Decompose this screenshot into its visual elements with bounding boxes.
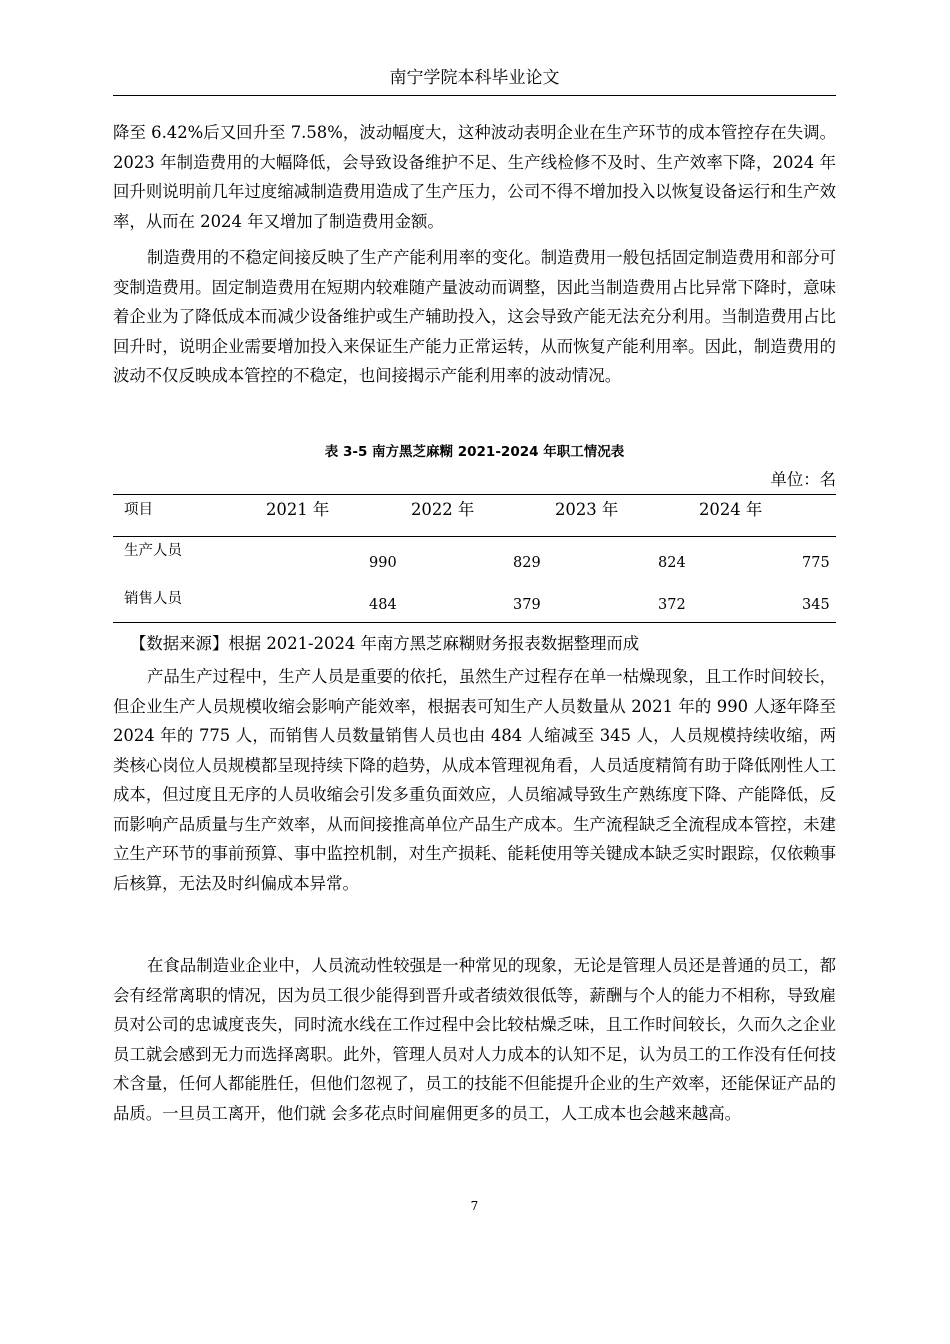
table-bottom-rule xyxy=(113,622,836,623)
table-header-2022: 2022 年 xyxy=(411,500,475,519)
header-rule xyxy=(113,95,836,96)
table-header-rule xyxy=(113,536,836,537)
table-header-item: 项目 xyxy=(124,502,153,518)
page-number: 7 xyxy=(470,1199,479,1213)
table-cell: 372 xyxy=(658,597,686,613)
table-header-2021: 2021 年 xyxy=(266,500,330,519)
table-cell: 345 xyxy=(802,597,830,613)
table-cell: 829 xyxy=(513,555,541,571)
paragraph-4: 在食品制造业企业中，人员流动性较强是一种常见的现象，无论是管理人员还是普通的员工，都会有经常离职的情况，因为员工很少能得到晋升或者绩效很低等，薪酬与个人的能力不相称，导致雇员对公司的忠诚度丧失，同时流水线在工作过程中会比较枯燥乏味，且工作时间较长，久而久之企业员工就会感到无力而选择离职。此外，管理人员对人力成本的认知不足，认为员工的工作没有任何技术含量，任何人都能胜任，但他们忽视了，员工的技能不但能提升企业的生产效率，还能保证产品的品质。一旦员工离开，他们就 会多花点时间雇佣更多的员工，人工成本也会越来越高。 xyxy=(113,956,836,1123)
table-header-2024: 2024 年 xyxy=(699,500,763,519)
paragraph-3: 产品生产过程中，生产人员是重要的依托，虽然生产过程存在单一枯燥现象，且工作时间较长，但企业生产人员规模收缩会影响产能效率，根据表可知生产人员数量从 2021 年的 990 人逐年降至 2024 年的 775 人，而销售人员数量销售人员也由 484 人缩减至 345 人，人员规模持续收缩，两类核心岗位人员规模都呈现持续下降的趋势，从成本管理视角看，人员适度精简有助于降低刚性人工成本，但过度且无序的人员收缩会引发多重负面效应，人员缩减导致生产熟练度下降、产能降低，反而影响产品质量与生产效率，从而间接推高单位产品生产成本。生产流程缺乏全流程成本管控，未建立生产环节的事前预算、事中监控机制，对生产损耗、能耗使用等关键成本缺乏实时跟踪，仅依赖事后核算，无法及时纠偏成本异常。 xyxy=(113,667,836,893)
header-title: 南宁学院本科毕业论文 xyxy=(389,68,560,88)
staff-table xyxy=(113,494,836,624)
table-header-2023: 2023 年 xyxy=(555,500,619,519)
paragraph-2: 制造费用的不稳定间接反映了生产产能利用率的变化。制造费用一般包括固定制造费用和部分可变制造费用。固定制造费用在短期内较难随产量波动而调整，因此当制造费用占比异常下降时，意味着企业为了降低成本而减少设备维护或生产辅助投入，这会导致产能无法充分利用。当制造费用占比回升时，说明企业需要增加投入来保证生产能力正常运转，从而恢复产能利用率。因此，制造费用的波动不仅反映成本管控的不稳定，也间接揭示产能利用率的波动情况。 xyxy=(113,248,836,385)
table-source-note: 【数据来源】根据 2021-2024 年南方黑芝麻糊财务报表数据整理而成 xyxy=(130,634,640,653)
table-cell: 775 xyxy=(802,555,830,571)
table-row-label: 生产人员 xyxy=(124,543,182,559)
table-cell: 990 xyxy=(369,555,397,571)
table-unit: 单位：名 xyxy=(770,470,836,489)
table-cell: 379 xyxy=(513,597,541,613)
table-caption: 表 3-5 南方黑芝麻糊 2021-2024 年职工情况表 xyxy=(324,444,625,460)
paragraph-1: 降至 6.42%后又回升至 7.58%，波动幅度大，这种波动表明企业在生产环节的成本管控存在失调。2023 年制造费用的大幅降低，会导致设备维护不足、生产线检修不及时、生产效率下降，2024 年回升则说明前几年过度缩减制造费用造成了生产压力，公司不得不增加投入以恢复设备运行和生产效率，从而在 2024 年又增加了制造费用金额。 xyxy=(113,123,836,231)
table-row-label: 销售人员 xyxy=(124,591,182,607)
table-cell: 484 xyxy=(369,597,397,613)
table-top-rule xyxy=(113,494,836,495)
table-cell: 824 xyxy=(658,555,686,571)
